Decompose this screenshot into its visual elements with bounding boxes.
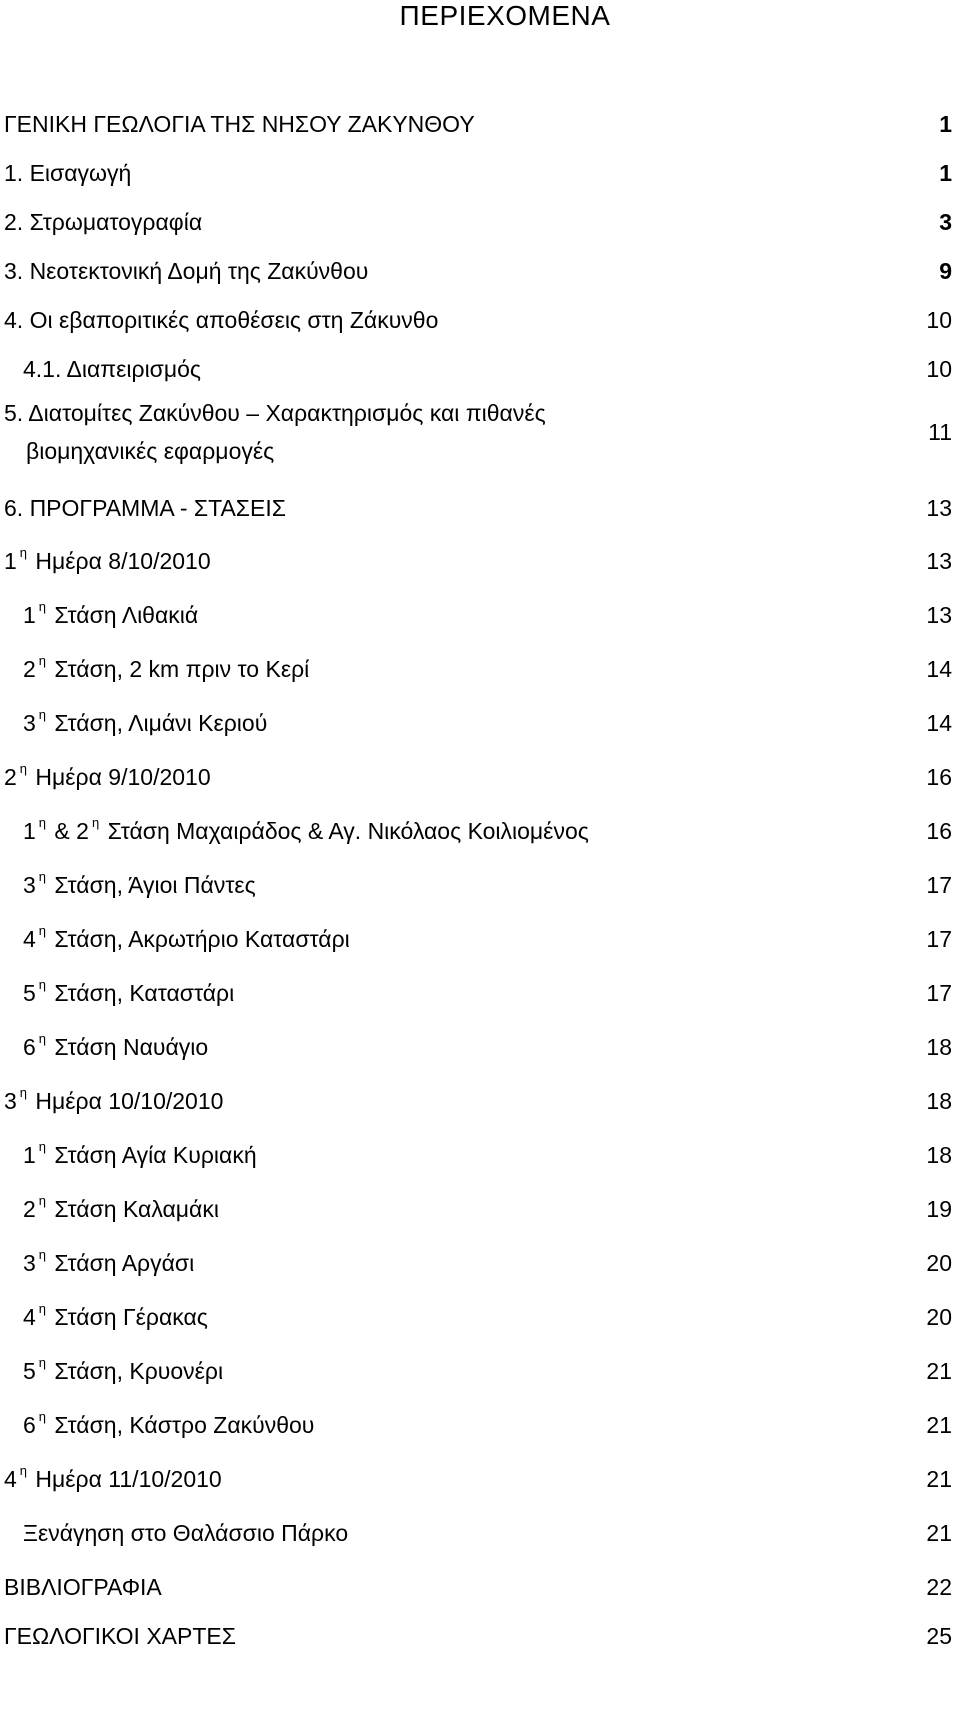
toc-entry[interactable] <box>0 159 960 187</box>
toc-entry[interactable] <box>0 1303 960 1331</box>
toc-entry-label <box>23 1141 960 1169</box>
entry-text: Στάση Αγία Κυριακή <box>54 1142 257 1168</box>
entry-text: Στάση, Κρυονέρι <box>54 1358 224 1384</box>
toc-entry-label-line2: βιομηχανικές εφαρμογές <box>26 438 275 464</box>
toc-entry-label: 3. Νεοτεκτονική Δομή της Ζακύνθου <box>4 258 369 284</box>
toc-entry-page: 9 <box>939 258 952 284</box>
toc-entry-page: 11 <box>928 419 952 445</box>
entry-text: Ημέρα 10/10/2010 <box>35 1088 224 1114</box>
ordinal-suffix: η <box>38 1139 47 1154</box>
toc-entry-label: 4. Οι εβαποριτικές αποθέσεις στη Ζάκυνθο <box>4 307 439 333</box>
toc-entry[interactable] <box>0 547 960 575</box>
toc-entry[interactable] <box>0 1357 960 1385</box>
ordinal-number: 1 <box>23 818 36 844</box>
toc-entry-label: 1. Εισαγωγή <box>4 160 132 186</box>
toc-entry-page: 21 <box>926 1412 952 1438</box>
toc-entry[interactable] <box>0 655 960 683</box>
ordinal-number: 1 <box>23 602 36 628</box>
toc-entry-page: 18 <box>926 1034 952 1060</box>
entry-text: Ημέρα 9/10/2010 <box>35 764 211 790</box>
toc-entry[interactable] <box>0 1519 960 1547</box>
toc-entry-page: 22 <box>926 1574 952 1600</box>
toc-entry[interactable] <box>0 871 960 899</box>
toc-entry-page: 16 <box>926 818 952 844</box>
toc-entry[interactable] <box>0 709 960 737</box>
toc-entry-label <box>23 1357 960 1385</box>
toc-entry-label <box>23 1033 960 1061</box>
toc-entry-page: 17 <box>926 926 952 952</box>
ordinal-suffix: η <box>38 1031 47 1046</box>
toc-entry[interactable] <box>0 817 960 845</box>
toc-entry[interactable] <box>0 257 960 285</box>
toc-entry[interactable] <box>0 1411 960 1439</box>
toc-entry[interactable] <box>0 1622 960 1650</box>
ordinal-number: 2 <box>23 656 36 682</box>
entry-text: Στάση Λιθακιά <box>54 602 199 628</box>
ordinal-suffix: η <box>38 653 47 668</box>
toc-entry-page: 20 <box>926 1250 952 1276</box>
ordinal-number: 4 <box>4 1466 17 1492</box>
toc-entry-label <box>23 1411 960 1439</box>
entry-text: Στάση Καλαμάκι <box>54 1196 219 1222</box>
toc-entry[interactable] <box>0 925 960 953</box>
ordinal-suffix: η <box>38 1355 47 1370</box>
toc-entry-page: 14 <box>926 710 952 736</box>
toc-entry-page: 21 <box>926 1466 952 1492</box>
ordinal-number: 2 <box>23 1196 36 1222</box>
toc-entry-label: Ξενάγηση στο Θαλάσσιο Πάρκο <box>23 1520 349 1546</box>
toc-entry-page: 14 <box>926 656 952 682</box>
toc-entry-label <box>23 979 960 1007</box>
toc-entry-label <box>4 394 960 470</box>
ordinal-number: 6 <box>23 1412 36 1438</box>
entry-text: Στάση, 2 km πριν το Κερί <box>54 656 310 682</box>
ordinal-suffix: η <box>38 599 47 614</box>
toc-entry-page: 17 <box>926 872 952 898</box>
ordinal-number: 3 <box>23 1250 36 1276</box>
toc-entry-page: 20 <box>926 1304 952 1330</box>
toc-entry-label <box>4 1465 960 1493</box>
entry-text: Στάση Ναυάγιο <box>54 1034 209 1060</box>
toc-entry-page: 19 <box>926 1196 952 1222</box>
toc-entry[interactable] <box>0 1573 960 1601</box>
toc-entry-label <box>4 1087 960 1115</box>
toc-entry-page: 18 <box>926 1088 952 1114</box>
entry-text: Στάση, Λιμάνι Κεριού <box>54 710 268 736</box>
entry-text: Στάση Γέρακας <box>54 1304 208 1330</box>
toc-entry-label <box>23 1249 960 1277</box>
toc-entry-page: 18 <box>926 1142 952 1168</box>
toc-entry-page: 10 <box>926 307 952 333</box>
ordinal-suffix: η <box>38 707 47 722</box>
toc-entry-label <box>4 547 960 575</box>
toc-entry-page: 13 <box>926 602 952 628</box>
toc-entry-label <box>23 655 960 683</box>
ordinal-number: 5 <box>23 1358 36 1384</box>
ordinal-number: 5 <box>23 980 36 1006</box>
ordinal-number: 3 <box>23 872 36 898</box>
toc-entry[interactable] <box>0 355 960 383</box>
ordinal-number: 1 <box>23 1142 36 1168</box>
toc-entry[interactable] <box>0 110 960 138</box>
toc-entry-page: 1 <box>939 160 952 186</box>
entry-text: Στάση, Κάστρο Ζακύνθου <box>54 1412 315 1438</box>
toc-entry[interactable] <box>0 394 960 470</box>
entry-text: Στάση, Καταστάρι <box>54 980 235 1006</box>
ordinal-suffix: η <box>38 1193 47 1208</box>
toc-entry-label: ΓΕΩΛΟΓΙΚΟΙ ΧΑΡΤΕΣ <box>4 1623 236 1649</box>
toc-entry-label-line1: 5. Διατομίτες Ζακύνθου – Χαρακτηρισμός και πιθανές <box>4 400 546 426</box>
ordinal-number: 4 <box>23 926 36 952</box>
toc-entry-label: 2. Στρωματογραφία <box>4 209 203 235</box>
toc-entry-page: 13 <box>926 548 952 574</box>
page-title: ΠΕΡΙΕΧΟΜΕΝΑ <box>399 0 611 31</box>
toc-entry-label <box>23 601 960 629</box>
toc-entry-label <box>23 871 960 899</box>
ordinal-suffix: η <box>19 1463 28 1478</box>
toc-entry-page: 21 <box>926 1358 952 1384</box>
toc-entry-label: ΓΕΝΙΚΗ ΓΕΩΛΟΓΙΑ ΤΗΣ ΝΗΣΟΥ ΖΑΚΥΝΘΟΥ <box>4 111 475 137</box>
ordinal-number: 3 <box>4 1088 17 1114</box>
ordinal-number: 3 <box>23 710 36 736</box>
toc-entry-label: 4.1. Διαπειρισμός <box>23 356 202 382</box>
toc-entry-page: 13 <box>926 495 952 521</box>
toc-entry-page: 16 <box>926 764 952 790</box>
toc-entry-page: 3 <box>939 209 952 235</box>
toc-entry-label <box>23 925 960 953</box>
toc-entry[interactable] <box>0 1195 960 1223</box>
ordinal-suffix: η <box>38 977 47 992</box>
toc-entry[interactable] <box>0 979 960 1007</box>
toc-entry-page: 1 <box>939 111 952 137</box>
ordinal-number: 4 <box>23 1304 36 1330</box>
ordinal-suffix: η <box>38 1301 47 1316</box>
ordinal-suffix: η <box>38 1247 47 1262</box>
ordinal-suffix: η <box>19 1085 28 1100</box>
ordinal-suffix: η <box>38 815 47 830</box>
ordinal-suffix: η <box>19 761 28 776</box>
ordinal-number-2: & 2 <box>54 818 89 844</box>
toc-entry-label: 6. ΠΡΟΓΡΑΜΜΑ - ΣΤΑΣΕΙΣ <box>4 495 286 521</box>
ordinal-number: 6 <box>23 1034 36 1060</box>
toc-entry[interactable] <box>0 1033 960 1061</box>
toc-entry-page: 21 <box>926 1520 952 1546</box>
toc-entry[interactable] <box>0 763 960 791</box>
toc-entry[interactable] <box>0 1141 960 1169</box>
entry-text: Στάση Μαχαιράδος & Αγ. Νικόλαος Κοιλιομένος <box>107 818 589 844</box>
toc-entry[interactable] <box>0 1465 960 1493</box>
toc-entry-label <box>23 1195 960 1223</box>
entry-text: Στάση, Ακρωτήριο Καταστάρι <box>54 926 350 952</box>
ordinal-suffix: η <box>38 1409 47 1424</box>
ordinal-suffix: η <box>38 869 47 884</box>
toc-entry-page: 17 <box>926 980 952 1006</box>
entry-text: Ημέρα 8/10/2010 <box>35 548 211 574</box>
entry-text: Στάση, Άγιοι Πάντες <box>54 872 256 898</box>
toc-entry[interactable] <box>0 494 960 522</box>
toc-entry-page: 25 <box>926 1623 952 1649</box>
toc-entry-label: ΒΙΒΛΙΟΓΡΑΦΙΑ <box>4 1574 162 1600</box>
ordinal-number: 1 <box>4 548 17 574</box>
ordinal-suffix-2: η <box>91 815 100 830</box>
toc-entry-label <box>23 1303 960 1331</box>
toc-entry-label <box>23 709 960 737</box>
entry-text: Ημέρα 11/10/2010 <box>35 1466 222 1492</box>
toc-entry-label <box>4 763 960 791</box>
toc-entry[interactable] <box>0 306 960 334</box>
ordinal-suffix: η <box>19 545 28 560</box>
toc-entry[interactable] <box>0 1087 960 1115</box>
ordinal-number: 2 <box>4 764 17 790</box>
toc-entry[interactable] <box>0 1249 960 1277</box>
entry-text: Στάση Αργάσι <box>54 1250 195 1276</box>
toc-entry-label <box>23 817 960 845</box>
toc-entry-page: 10 <box>926 356 952 382</box>
toc-entry[interactable] <box>0 601 960 629</box>
toc-entry[interactable] <box>0 208 960 236</box>
ordinal-suffix: η <box>38 923 47 938</box>
